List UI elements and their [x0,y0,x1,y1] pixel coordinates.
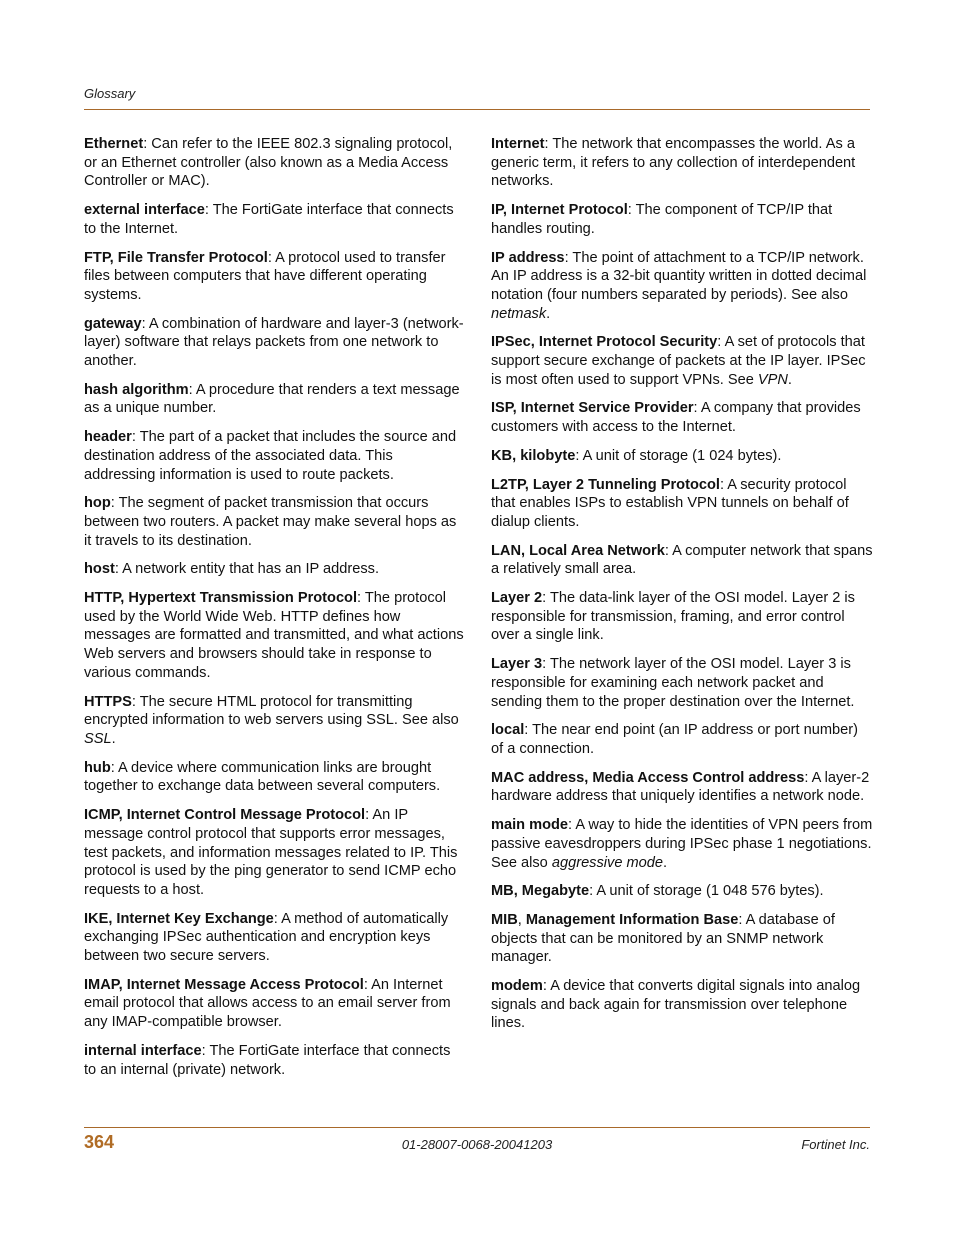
glossary-entry [84,1042,466,1079]
glossary-term: hop [84,495,111,512]
glossary-entry [491,542,873,579]
glossary-definition: : A procedure that renders a text message as a unique number. [84,381,460,417]
glossary-definition: : A set of protocols that support secure exchange of packets at the IP layer. IPSec is most often used to support VPNs. See [491,334,866,388]
glossary-definition: : A company that provides customers with access to the Internet. [491,400,861,436]
glossary-definition: : An IP message control protocol that supports error messages, test packets, and information messages related to IP. This protocol is used by the ping generator to send ICMP echo requests to a host. [84,807,458,898]
glossary-entry [491,816,873,872]
glossary-definition: : The component of TCP/IP that handles routing. [491,202,833,237]
glossary-definition: : The point of attachment to a TCP/IP network. An IP address is a 32-bit quantity written in dotted decimal notation (four numbers separated by periods). See also [491,249,867,303]
glossary-entry [84,135,466,191]
glossary-entry [84,976,466,1032]
glossary-term: internal interface [84,1042,202,1059]
glossary-entry [491,333,873,389]
glossary-cross-reference[interactable]: aggressive mode [551,854,663,871]
glossary-definition: : A protocol used to transfer files between computers that have different operating systems. [84,249,446,303]
section-header: Glossary [84,86,136,101]
glossary-definition: : A unit of storage (1 024 bytes). [575,447,782,464]
glossary-cross-reference[interactable]: netmask [491,305,547,322]
glossary-definition: : A security protocol that enables ISPs to establish VPN tunnels on behalf of dialup clients. [491,476,849,530]
glossary-term: IP, Internet Protocol [491,202,628,219]
glossary-right-column [491,135,873,1043]
glossary-definition: : A device that converts digital signals into analog signals and back again for transmission over telephone lines. [491,978,861,1032]
glossary-definition: : The network layer of the OSI model. Layer 3 is responsible for examining each network packet and sending them to the proper destination over the Internet. [491,656,855,710]
glossary-term: MB, Megabyte [491,883,590,900]
footer-rule [84,1127,870,1128]
glossary-entry [491,977,873,1033]
glossary-definition: : The FortiGate interface that connects to the Internet. [84,202,454,237]
glossary-entry [84,315,466,371]
glossary-definition: : The protocol used by the World Wide Web. HTTP defines how messages are formatted and transmitted, and what actions Web servers and browsers should take in response to various commands. [84,590,464,681]
glossary-definition: : The near end point (an IP address or port number) of a connection. [491,722,858,757]
glossary-entry [491,201,873,238]
sentence-end: . [787,371,792,388]
glossary-definition: : A network entity that has an IP address. [114,561,380,578]
glossary-definition: : The FortiGate interface that connects to an internal (private) network. [84,1042,451,1078]
glossary-term: MAC address, Media Access Control address [491,769,805,786]
glossary-entry [491,447,873,466]
glossary-term: HTTPS [84,693,132,710]
glossary-term: local [491,722,525,739]
page-number: 364 [84,1132,115,1152]
glossary-entry [84,693,466,749]
glossary-definition: : A method of automatically exchanging IPSec authentication and encryption keys between two secure servers. [84,910,449,965]
sentence-end: . [111,730,116,747]
glossary-term: Internet [491,136,545,152]
term-separator: , [517,911,526,928]
glossary-term: main mode [491,817,569,834]
glossary-entry [491,721,873,758]
glossary-definition: : The data-link layer of the OSI model. Layer 2 is responsible for transmission, framing, and error control over a single link. [491,590,855,644]
glossary-term: IMAP, Internet Message Access Protocol [84,976,364,993]
glossary-definition: : An Internet email protocol that allows access to an email server from any IMAP-compatible browser. [84,976,451,1031]
glossary-entry [491,476,873,532]
glossary-term: IPSec, Internet Protocol Security [491,334,718,351]
glossary-definition: : Can refer to the IEEE 802.3 signaling protocol, or an Ethernet controller (also known as a Media Access Controller or MAC). [84,136,453,190]
glossary-entry [84,249,466,305]
glossary-definition: : A way to hide the identities of VPN peers from passive eavesdroppers during IPSec phase 1 negotiations. See also [491,817,873,871]
glossary-entry [84,759,466,796]
glossary-entry [84,589,466,683]
glossary-term: LAN, Local Area Network [491,542,665,559]
glossary-definition: : A device where communication links are brought together to exchange data between several computers. [84,759,441,795]
glossary-entry [491,882,873,901]
glossary-term: external interface [84,202,205,219]
glossary-term: ICMP, Internet Control Message Protocol [84,807,366,824]
glossary-definition: : A computer network that spans a relatively small area. [491,542,873,578]
glossary-term: Ethernet [84,136,144,152]
glossary-term: Management Information Base [525,911,739,928]
glossary-term: Layer 3 [491,656,543,673]
glossary-term: header [84,429,132,446]
sentence-end: . [663,854,668,871]
glossary-entry [84,428,466,484]
glossary-cross-reference[interactable]: VPN [757,371,788,388]
glossary-definition: : The network that encompasses the world. As a generic term, it refers to any collection of interdependent networks. [491,136,856,190]
glossary-entry [84,381,466,418]
glossary-entry [84,201,466,238]
header-rule [84,109,870,110]
glossary-term: ISP, Internet Service Provider [491,400,694,417]
glossary-term: gateway [84,315,142,332]
glossary-entry [84,560,466,579]
glossary-term: HTTP, Hypertext Transmission Protocol [84,590,358,607]
glossary-term: L2TP, Layer 2 Tunneling Protocol [491,476,720,493]
glossary-entry [491,399,873,436]
glossary-term: Layer 2 [491,590,543,607]
glossary-term: IKE, Internet Key Exchange [84,910,274,927]
glossary-term: modem [491,978,543,995]
glossary-definition: : The part of a packet that includes the source and destination address of the associated data. This addressing information is used to route packets. [84,429,457,483]
glossary-entry [491,769,873,806]
glossary-left-column [84,135,466,1089]
glossary-definition: : A unit of storage (1 048 576 bytes). [589,883,824,900]
glossary-term: hub [84,759,111,776]
glossary-definition: : The secure HTML protocol for transmitting encrypted information to web servers using SSL. See also [84,693,459,729]
glossary-term: KB, kilobyte [491,447,576,464]
glossary-definition: : The segment of packet transmission that occurs between two routers. A packet may make several hops as it travels to its destination. [84,495,457,549]
sentence-end: . [546,305,551,322]
glossary-entry [491,589,873,645]
glossary-entry [491,655,873,711]
glossary-term: IP address [491,249,565,266]
glossary-term: host [84,561,115,578]
glossary-definition: : A combination of hardware and layer-3 (network-layer) software that relays packets from one network to another. [84,315,464,370]
glossary-definition: : A database of objects that can be monitored by an SNMP network manager. [491,911,835,966]
glossary-entry [491,135,873,191]
glossary-entry [84,806,466,900]
glossary-term: MIB [491,911,518,928]
glossary-definition: : A layer-2 hardware address that uniquely identifies a network node. [491,769,870,805]
company-name: Fortinet Inc. [801,1137,870,1152]
glossary-entry [84,910,466,966]
glossary-term: hash algorithm [84,381,189,398]
glossary-term: FTP, File Transfer Protocol [84,249,268,266]
glossary-entry [491,249,873,324]
document-id: 01-28007-0068-20041203 [401,1137,553,1152]
glossary-entry [84,494,466,550]
glossary-entry [491,911,873,967]
glossary-cross-reference[interactable]: SSL [84,730,112,747]
